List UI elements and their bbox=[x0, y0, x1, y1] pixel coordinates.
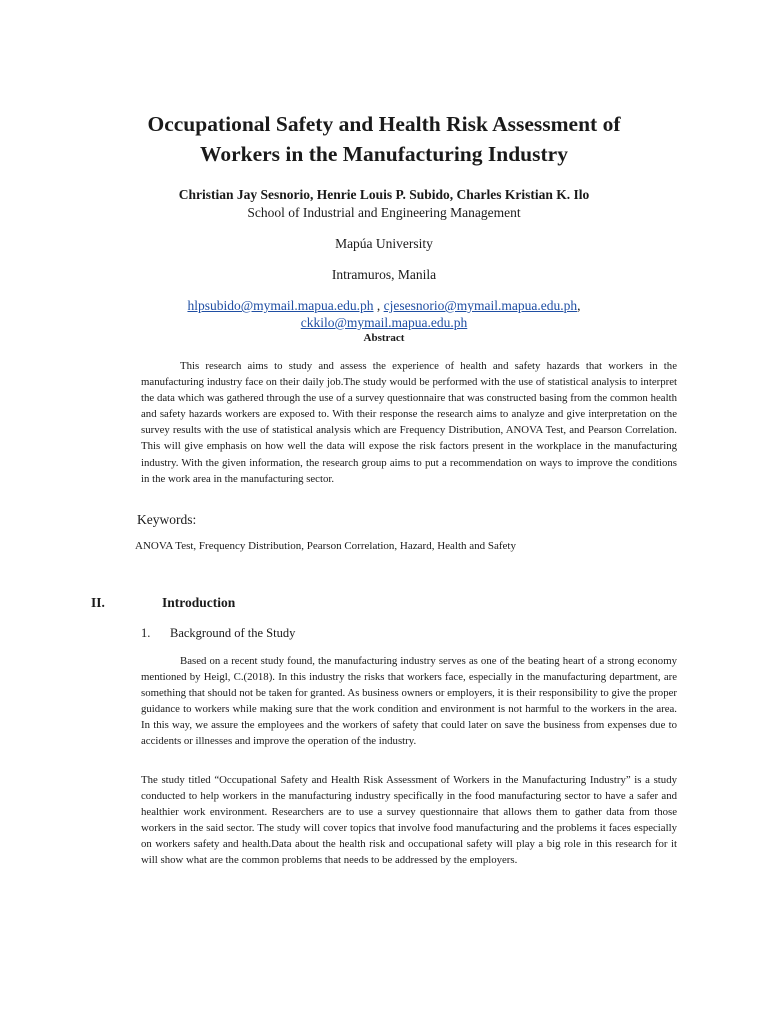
email-link-subido[interactable]: hlpsubido@mymail.mapua.edu.ph bbox=[187, 298, 374, 313]
affiliation-school: School of Industrial and Engineering Management bbox=[247, 205, 521, 220]
paper-title-line-2: Workers in the Manufacturing Industry bbox=[200, 142, 568, 166]
email-separator: , bbox=[373, 298, 384, 313]
section-title-introduction: Introduction bbox=[162, 595, 236, 610]
abstract-heading: Abstract bbox=[363, 332, 405, 344]
section-number: II. bbox=[91, 595, 105, 610]
affiliation-university: Mapúa University bbox=[335, 236, 433, 251]
subsection-title-background: Background of the Study bbox=[170, 626, 296, 640]
email-link-ilo[interactable]: ckkilo@mymail.mapua.edu.ph bbox=[300, 315, 468, 330]
email-link-sesnorio[interactable]: cjesesnorio@mymail.mapua.edu.ph bbox=[383, 298, 578, 313]
abstract-body: This research aims to study and assess the experience of health and safety hazards that workers in the manufacturing industry face on their daily job.The study would be performed with the use of statistical analysis to interpret the data which was gathered through the use of a survey questionnaire that was constructed basing from the common health and safety hazards workers are exposed to. With their response the research aims to analyze and give interpretation on the survey results with the use of statistical analysis which are Frequency Distribution, ANOVA Test, and Pearson Correlation. This will give emphasis on how well the data will expose the risk factors present in the workplace in the manufacturing industry. With the given information, the research group aims to put a recommendation on ways to improve the conditions in the work area in the manufacturing sector. bbox=[141, 360, 677, 485]
email-trailing-comma: , bbox=[577, 298, 581, 313]
author-emails bbox=[80, 297, 688, 331]
author-list: Christian Jay Sesnorio, Henrie Louis P. Subido, Charles Kristian K. Ilo bbox=[178, 187, 590, 202]
paper-title bbox=[80, 109, 688, 169]
affiliation-city: Intramuros, Manila bbox=[331, 267, 437, 282]
keywords-label: Keywords: bbox=[137, 512, 197, 527]
intro-paragraph-2: The study titled “Occupational Safety and Health Risk Assessment of Workers in the Manufacturing Industry” is a study conducted to help workers in the manufacturing industry specifically in the food manufacturing sector to have a safer and healthier work environment. Researchers are to use a survey questionnaire that allows them to gather data from those workers in the said sector. The study will cover topics that involve food manufacturing and the problems it faces especially on workers safety and health.Data about the health risk and occupational safety will play a big role in this research for it will show what are the common problems that needs to be addressed by the employers. bbox=[141, 774, 677, 867]
keywords-list: ANOVA Test, Frequency Distribution, Pearson Correlation, Hazard, Health and Safety bbox=[135, 540, 516, 552]
subsection-number: 1. bbox=[141, 626, 151, 640]
intro-paragraph-1: Based on a recent study found, the manufacturing industry serves as one of the beating heart of a strong economy mentioned by Heigl, C.(2018). In this industry the risks that workers face, especially in the manufacturing department, are something that should not be taken for granted. As business owners or employers, it is their responsibility to give the proper guidance to workers while making sure that the work condition and environment is not harmful to the workers in the area. In this way, we assure the employees and the workers of safety that could later on save the business from expenses due to accidents or illnesses and improve the operation of the industry. bbox=[141, 655, 677, 748]
paper-title-line-1: Occupational Safety and Health Risk Assessment of bbox=[147, 112, 621, 136]
